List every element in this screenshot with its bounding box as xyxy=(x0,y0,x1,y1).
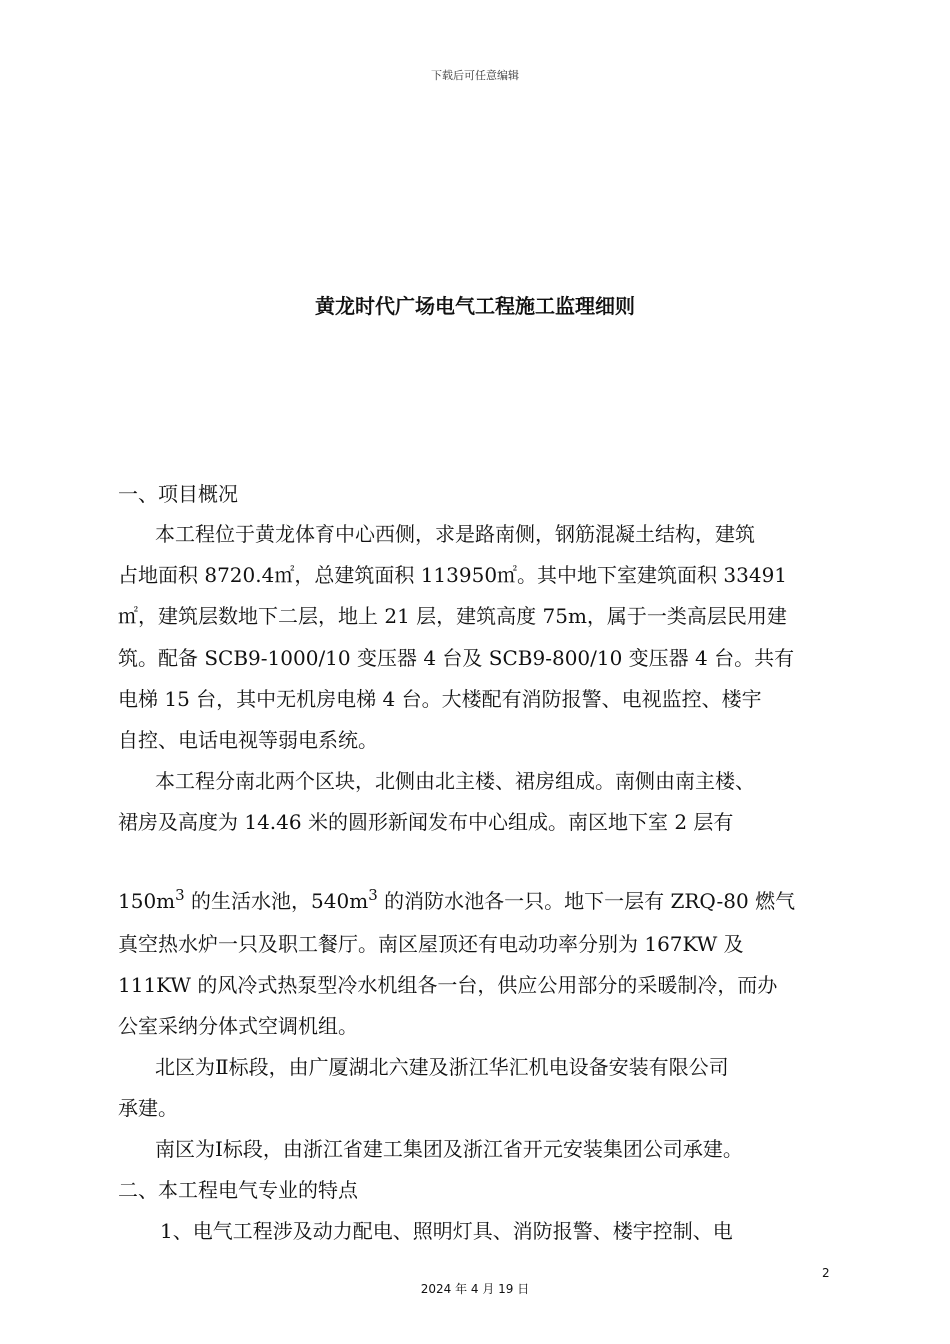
page-header: 下载后可任意编辑 xyxy=(431,69,519,82)
page-footer-date: 2024 年 4 月 19 日 xyxy=(420,1282,530,1296)
paragraph-line: 电梯 15 台，其中无机房电梯 4 台。大楼配有消防报警、电视监控、楼宇 xyxy=(118,687,762,711)
paragraph-line: 筑。配备 SCB9-1000/10 变压器 4 台及 SCB9-800/10 变压器 4 台。共有 xyxy=(118,646,795,670)
paragraph-line: 南区为Ⅰ标段，由浙江省建工集团及浙江省开元安装集团公司承建。 xyxy=(155,1137,743,1161)
paragraph-line: 真空热水炉一只及职工餐厅。南区屋顶还有电动功率分别为 167KW 及 xyxy=(118,932,744,956)
text-fragment: 150m xyxy=(118,889,176,913)
paragraph-line: 1、电气工程涉及动力配电、照明灯具、消防报警、楼宇控制、电 xyxy=(160,1219,733,1243)
paragraph-line: 占地面积 8720.4㎡，总建筑面积 113950㎡。其中地下室建筑面积 33491 xyxy=(118,563,788,587)
section-heading-1: 一、项目概况 xyxy=(118,482,238,506)
page-number: 2 xyxy=(822,1266,830,1280)
paragraph-line: 111KW 的风冷式热泵型冷水机组各一台，供应公用部分的采暖制冷，而办 xyxy=(118,973,778,997)
paragraph-line: 裙房及高度为 14.46 米的圆形新闻发布中心组成。南区地下室 2 层有 xyxy=(118,810,734,834)
superscript: 3 xyxy=(368,886,378,904)
text-fragment: 的生活水池，540m xyxy=(184,889,369,913)
paragraph-line: 北区为Ⅱ标段，由广厦湖北六建及浙江华汇机电设备安装有限公司 xyxy=(155,1055,729,1079)
document-title: 黄龙时代广场电气工程施工监理细则 xyxy=(315,294,635,318)
paragraph-line: 承建。 xyxy=(118,1096,178,1120)
paragraph-line: 自控、电话电视等弱电系统。 xyxy=(118,728,378,752)
section-heading-2: 二、本工程电气专业的特点 xyxy=(118,1178,358,1202)
paragraph-line: ㎡，建筑层数地下二层，地上 21 层，建筑高度 75m，属于一类高层民用建 xyxy=(118,604,787,628)
paragraph-line-with-superscript xyxy=(118,883,795,913)
paragraph-line: 本工程位于黄龙体育中心西侧，求是路南侧，钢筋混凝土结构，建筑 xyxy=(155,522,755,546)
paragraph-line: 公室采纳分体式空调机组。 xyxy=(118,1014,358,1038)
text-fragment: 的消防水池各一只。地下一层有 ZRQ-80 燃气 xyxy=(377,889,796,913)
superscript: 3 xyxy=(175,886,185,904)
paragraph-line: 本工程分南北两个区块，北侧由北主楼、裙房组成。南侧由南主楼、 xyxy=(155,769,755,793)
